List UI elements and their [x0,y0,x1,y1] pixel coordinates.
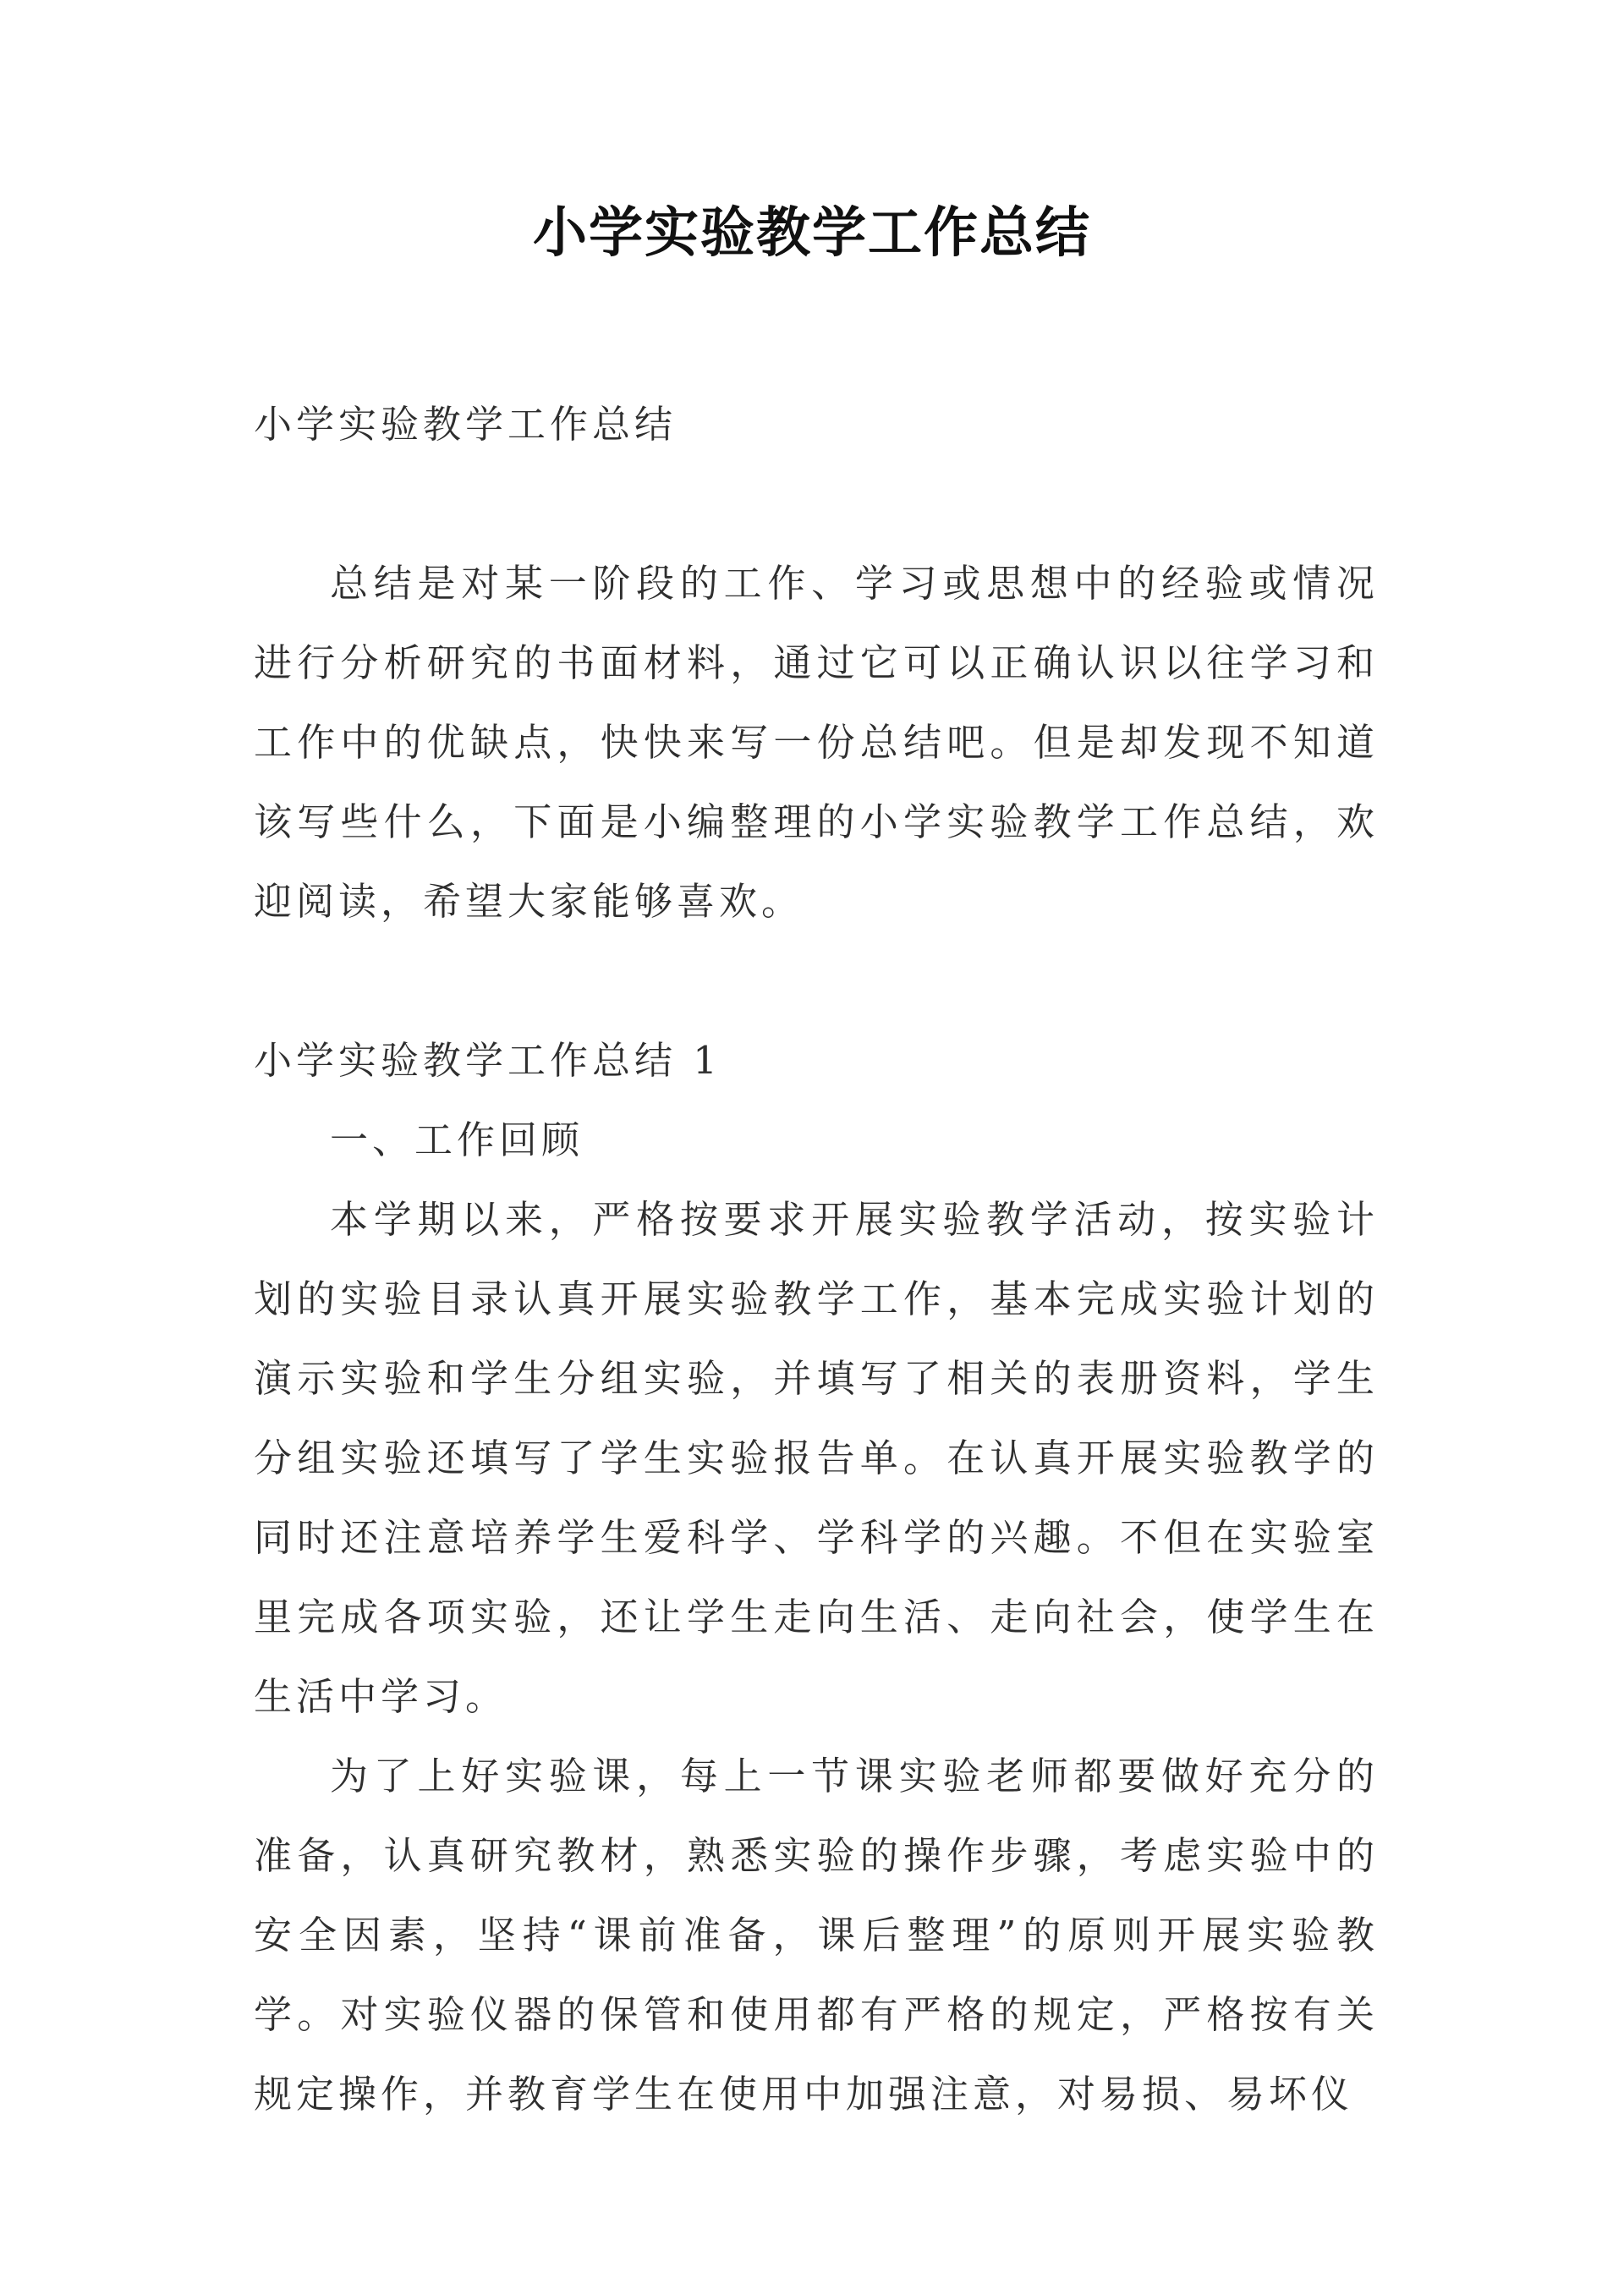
document-body [254,385,1379,2134]
body-paragraph: 为了上好实验课，每上一节课实验老师都要做好充分的准备，认真研究教材，熟悉实验的操作步骤，考虑实验中的安全因素，坚持“课前准备，课后整理”的原则开展实验教学。对实验仪器的保管和使用都有严格的规定，严格按有关规定操作，并教育学生在使用中加强注意，对易损、易坏仪 [254,1754,1379,2117]
document-subtitle: 小学实验教学工作总结 [254,402,678,447]
body-paragraph: 本学期以来，严格按要求开展实验教学活动，按实验计划的实验目录认真开展实验教学工作，基本完成实验计划的演示实验和学生分组实验，并填写了相关的表册资料，学生分组实验还填写了学生实验报告单。在认真开展实验教学的同时还注意培养学生爱科学、学科学的兴趣。不但在实验室里完成各项实验，还让学生走向生活、走向社会，使学生在生活中学习。 [254,1197,1379,1719]
document-title: 小学实验教学工作总结 [533,201,1091,265]
intro-paragraph: 总结是对某一阶段的工作、学习或思想中的经验或情况进行分析研究的书面材料，通过它可以正确认识以往学习和工作中的优缺点，快快来写一份总结吧。但是却发现不知道该写些什么，下面是小编整理的小学实验教学工作总结，欢迎阅读，希望大家能够喜欢。 [254,561,1379,924]
section-heading: 小学实验教学工作总结 1 [254,1038,721,1083]
subsection-heading: 一、工作回顾 [330,1117,584,1162]
